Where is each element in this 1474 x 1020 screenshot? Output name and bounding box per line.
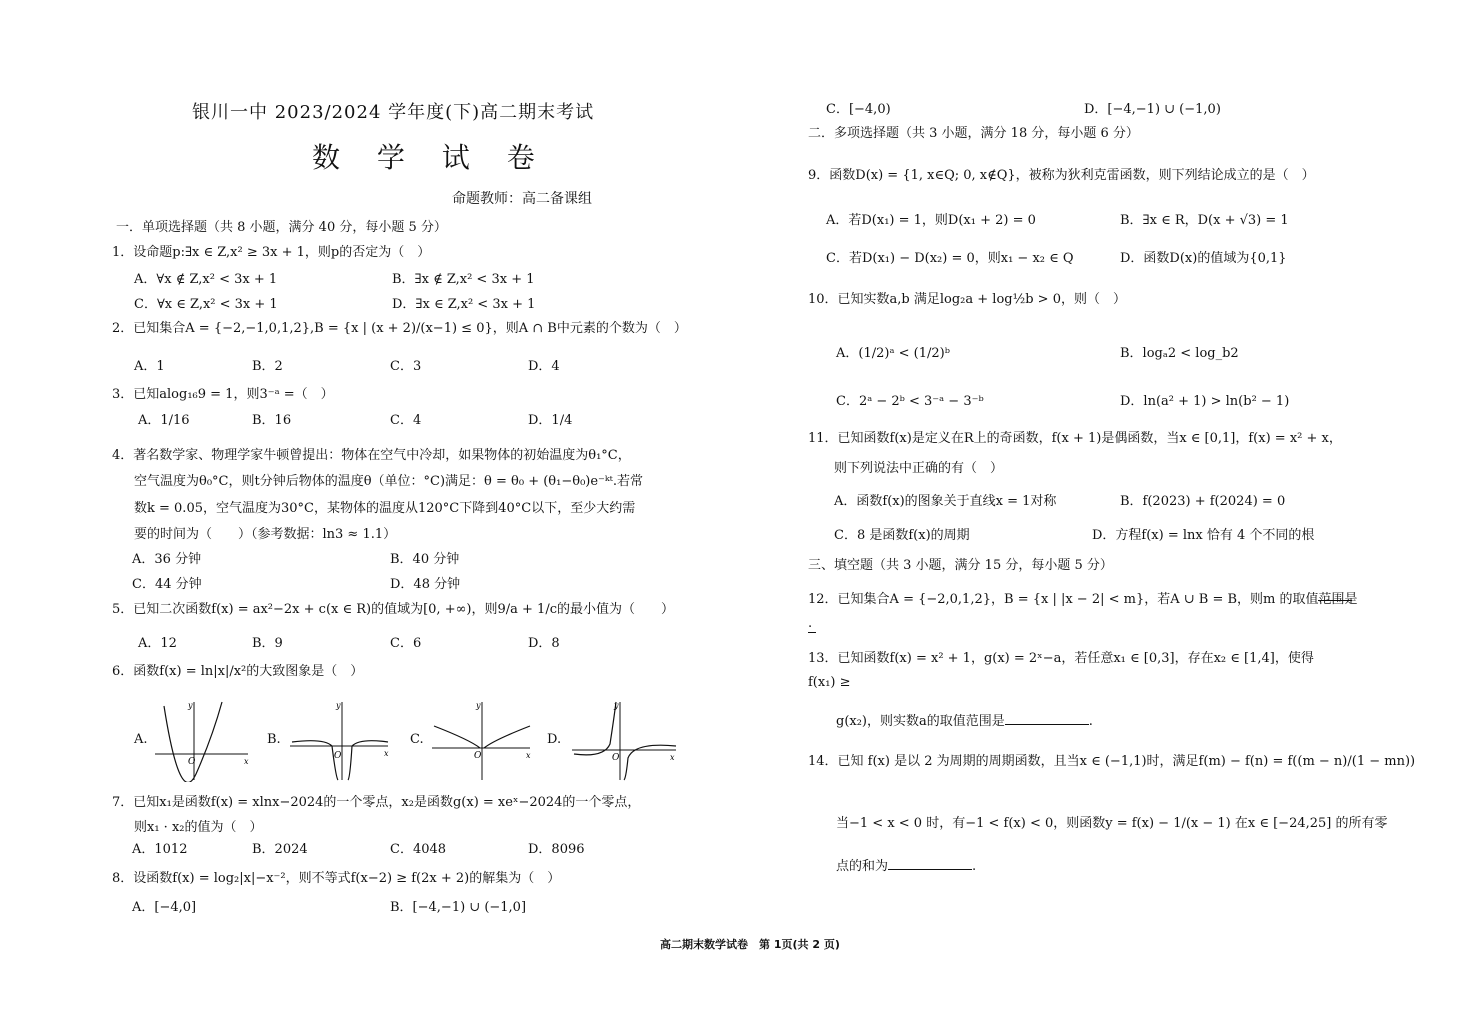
q4-option-b: B．40 分钟 [390, 552, 460, 567]
q14-answer-blank [888, 869, 972, 870]
q7-stem: 7．已知x₁是函数f(x) = xlnx−2024的一个零点，x₂是函数g(x) = xeˣ−2024的一个零点， [112, 795, 641, 810]
q14-line-3-text: 点的和为 [836, 859, 889, 874]
q7-line-2: 则x₁ · x₂的值为（ ） [134, 820, 263, 835]
section-1-heading: 一．单项选择题（共 8 小题，满分 40 分，每小题 5 分） [116, 220, 447, 235]
q14-line-3 [836, 855, 976, 874]
q1-option-a: A．∀x ∉ Z,x² < 3x + 1 [134, 272, 278, 287]
q2-option-c: C．3 [390, 359, 422, 374]
q4-line-4: 要的时间为（ ）（参考数据：ln3 ≈ 1.1） [134, 527, 397, 542]
q10-option-a: A．(1/2)ᵃ < (1/2)ᵇ [836, 346, 950, 361]
q6-graph-d-x: x [670, 753, 675, 762]
q12-answer-blank-2 [808, 632, 816, 633]
section-2-heading: 二．多项选择题（共 3 小题，满分 18 分，每小题 6 分） [808, 126, 1139, 141]
q6-graph-b-origin: O [334, 751, 342, 761]
q5-option-a: A．12 [138, 636, 177, 651]
q6-option-d: D. [547, 732, 562, 747]
q3-option-c: C．4 [390, 413, 422, 428]
q12-stem: 12．已知集合A = {−2,0,1,2}，B = {x | |x − 2| < m}，若A ∪ B = B，则m 的取值范围是 [808, 592, 1358, 607]
q9-option-a: A．若D(x₁) = 1，则D(x₁ + 2) = 0 [826, 213, 1036, 228]
q2-option-a: A．1 [134, 359, 165, 374]
q7-option-d: D．8096 [528, 842, 585, 857]
q2-stem: 2．已知集合A = {−2,−1,0,1,2},B = {x | (x + 2)/(x−1) ≤ 0}，则A ∩ B中元素的个数为（ ） [112, 321, 687, 336]
section-3-heading: 三、填空题（共 3 小题，满分 15 分，每小题 5 分） [808, 558, 1113, 573]
q6-graph-c [430, 698, 534, 782]
q6-graph-d-origin: O [612, 753, 620, 763]
q5-option-d: D．8 [528, 636, 560, 651]
q9-option-d: D．函数D(x)的值域为{0,1} [1120, 251, 1287, 266]
q10-option-c: C．2ᵃ − 2ᵇ < 3⁻ᵃ − 3⁻ᵇ [836, 394, 984, 409]
q11-stem: 11．已知函数f(x)是定义在R上的奇函数，f(x + 1)是偶函数，当x ∈ [0,1]，f(x) = x² + x， [808, 431, 1342, 446]
q7-option-b: B．2024 [252, 842, 308, 857]
q13-line-3 [836, 710, 1093, 729]
q14-stem: 14．已知 f(x) 是以 2 为周期的周期函数，且当x ∈ (−1,1)时，满足f(m) − f(n) = f((m − n)/(1 − mn)) [808, 754, 1416, 769]
page-footer: 高二期末数学试卷 第 1页(共 2 页) [660, 938, 840, 951]
q6-graph-a-origin: O [188, 757, 196, 767]
q6-graph-a [150, 698, 250, 782]
q11-option-a: A．函数f(x)的图象关于直线x = 1对称 [834, 494, 1057, 509]
q7-option-a: A．1012 [132, 842, 188, 857]
q8-option-a: A．[−4,0] [132, 900, 197, 915]
q3-option-d: D．1/4 [528, 413, 573, 428]
q3-stem: 3．已知alog₁₆9 = 1，则3⁻ᵃ =（ ） [112, 387, 334, 402]
q10-option-d: D．ln(a² + 1) > ln(b² − 1) [1120, 394, 1290, 409]
q14-line-3-tail: . [972, 859, 977, 874]
q9-option-b: B．∃x ∈ R，D(x + √3) = 1 [1120, 213, 1289, 228]
q14-line-2: 当−1 < x < 0 时，有−1 < f(x) < 0，则函数y = f(x) − 1/(x − 1) 在x ∈ [−24,25] 的所有零 [836, 816, 1388, 831]
q6-graph-a-y: y [188, 701, 193, 710]
q3-option-b: B．16 [252, 413, 292, 428]
q6-graph-d [570, 698, 678, 782]
q5-option-c: C．6 [390, 636, 422, 651]
q6-graph-b-x: x [384, 749, 389, 758]
q4-option-c: C．44 分钟 [132, 577, 202, 592]
q5-option-b: B．9 [252, 636, 283, 651]
q10-stem: 10．已知实数a,b 满足log₂a + log½b > 0，则（ ） [808, 292, 1126, 307]
q1-option-c: C．∀x ∈ Z,x² < 3x + 1 [134, 297, 278, 312]
q8-option-c: C．[−4,0) [826, 102, 891, 117]
q6-option-a: A. [134, 732, 148, 747]
q1-stem: 1．设命题p:∃x ∈ Z,x² ≥ 3x + 1，则p的否定为（ ） [112, 245, 431, 260]
q6-graph-b-y: y [336, 701, 341, 710]
q13-line-2: f(x₁) ≥ [808, 675, 851, 690]
q13-line-3-tail: . [1088, 714, 1093, 729]
q3-option-a: A．1/16 [138, 413, 190, 428]
q6-option-b: B. [267, 732, 281, 747]
q1-option-d: D．∃x ∈ Z,x² < 3x + 1 [392, 297, 536, 312]
exam-author: 命题教师：高二备课组 [452, 191, 592, 207]
q13-answer-blank [1005, 724, 1089, 725]
exam-title: 银川一中 2023/2024 学年度(下)高二期末考试 [192, 102, 595, 123]
q5-stem: 5．已知二次函数f(x) = ax²−2x + c(x ∈ R)的值域为[0, +∞)，则9/a + 1/c的最小值为（ ） [112, 602, 674, 617]
q11-option-b: B．f(2023) + f(2024) = 0 [1120, 494, 1286, 509]
q6-graph-c-y: y [476, 701, 481, 710]
q11-option-d: D．方程f(x) = lnx 恰有 4 个不同的根 [1092, 528, 1315, 543]
q2-option-b: B．2 [252, 359, 283, 374]
q11-line-2: 则下列说法中正确的有（ ） [834, 461, 1004, 476]
q11-option-c: C．8 是函数f(x)的周期 [834, 528, 970, 543]
q8-option-d: D．[−4,−1) ∪ (−1,0) [1084, 102, 1221, 117]
q6-stem: 6．函数f(x) = ln|x|/x²的大致图象是（ ） [112, 664, 364, 679]
q6-graph-b [288, 698, 392, 782]
q4-option-d: D．48 分钟 [390, 577, 461, 592]
q4-line-1: 4．著名数学家、物理学家牛顿曾提出：物体在空气中冷却，如果物体的初始温度为θ₁°C， [112, 448, 631, 463]
q4-line-2: 空气温度为θ₀°C，则t分钟后物体的温度θ（单位：°C)满足：θ = θ₀ + (θ₁−θ₀)e⁻ᵏᵗ.若常 [134, 474, 643, 489]
q4-option-a: A．36 分钟 [132, 552, 202, 567]
exam-subtitle: 数 学 试 卷 [312, 141, 549, 174]
q13-line-3-text: g(x₂)，则实数a的取值范围是 [836, 714, 1005, 729]
q4-line-3: 数k = 0.05，空气温度为30°C，某物体的温度从120°C下降到40°C以下，至少大约需 [134, 501, 636, 516]
q9-stem: 9．函数D(x) = {1, x∈Q; 0, x∉Q}，被称为狄利克雷函数，则下列结论成立的是（ ） [808, 168, 1315, 183]
q6-option-c: C. [410, 732, 424, 747]
q10-option-b: B．logₐ2 < log_b2 [1120, 346, 1239, 361]
q7-option-c: C．4048 [390, 842, 447, 857]
q6-graph-d-y: y [614, 701, 619, 710]
q6-graph-c-origin: O [474, 751, 482, 761]
q6-graph-a-x: x [244, 757, 249, 766]
q12-answer-blank [1318, 600, 1352, 601]
q8-option-b: B．[−4,−1) ∪ (−1,0] [390, 900, 527, 915]
q1-option-b: B．∃x ∉ Z,x² < 3x + 1 [392, 272, 535, 287]
q12-tail: . [808, 616, 813, 631]
q8-stem: 8．设函数f(x) = log₂|x|−x⁻²，则不等式f(x−2) ≥ f(2x + 2)的解集为（ ） [112, 871, 561, 886]
q2-option-d: D．4 [528, 359, 560, 374]
q13-stem: 13．已知函数f(x) = x² + 1，g(x) = 2ˣ−a，若任意x₁ ∈ [0,3]，存在x₂ ∈ [1,4]，使得 [808, 651, 1314, 666]
q6-graph-c-x: x [526, 751, 531, 760]
q9-option-c: C．若D(x₁) − D(x₂) = 0，则x₁ − x₂ ∈ Q [826, 251, 1074, 266]
